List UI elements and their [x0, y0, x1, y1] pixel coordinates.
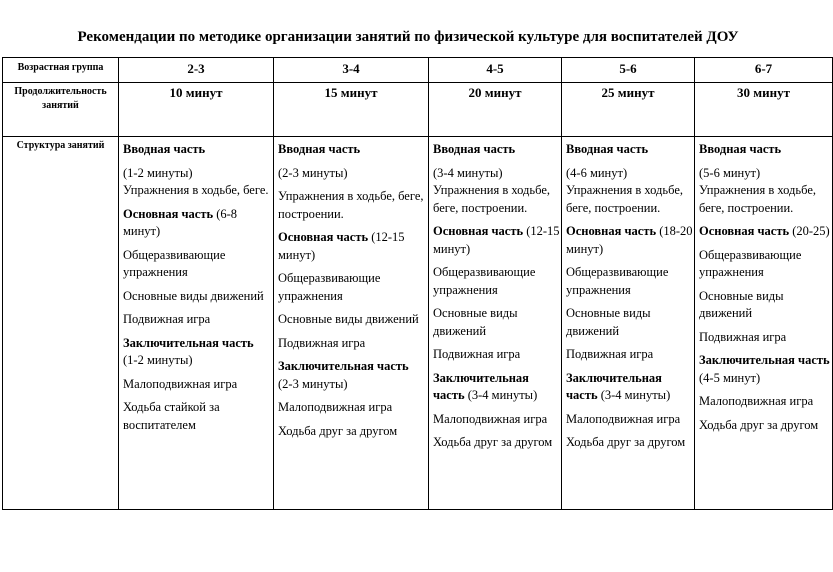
intro-time: (5-6 минут) [699, 165, 761, 180]
main-time: (12-15 минут) [433, 224, 560, 256]
main-time: (20-25) [789, 224, 830, 238]
final-item: Малоподвижная игра [123, 376, 238, 391]
page-title: Рекомендации по методике организации занятий по физической культуре для воспитателей ДОУ [77, 29, 739, 45]
main-time: (6-8 минут) [123, 206, 238, 238]
final-item: Ходьба друг за другом [566, 435, 686, 449]
duration-value: 10 минут [169, 85, 223, 100]
duration-label-cell [3, 83, 119, 137]
main-item: Основные виды движений [278, 312, 419, 326]
intro-time: (2-3 минуты) [278, 165, 348, 180]
age-cell [429, 58, 562, 83]
duration-cell [562, 83, 695, 137]
structure-label: Структура занятий [16, 140, 105, 151]
duration-value: 25 минут [601, 85, 655, 100]
duration-cell [695, 83, 833, 137]
duration-row [3, 83, 833, 137]
final-item: Малоподвижная игра [278, 400, 393, 414]
age-value: 3-4 [342, 61, 360, 76]
intro-title: Вводная часть [123, 142, 206, 156]
final-time: (3-4 минуты) [464, 388, 538, 402]
main-item: Подвижная игра [278, 335, 366, 350]
main-title: Основная часть [699, 224, 790, 238]
intro-title: Вводная часть [566, 142, 649, 156]
duration-value: 20 минут [468, 85, 522, 100]
main-item: Подвижная игра [566, 347, 654, 361]
final-time: (3-4 минуты) [597, 388, 671, 402]
final-title: Заключительная часть [123, 335, 254, 350]
main-item: Основные виды движений [566, 306, 651, 338]
main-item: Общеразвивающие упражнения [699, 247, 802, 279]
main-time: (18-20 минут) [566, 224, 693, 256]
intro-title: Вводная часть [278, 142, 361, 156]
final-time: (4-5 минут) [699, 370, 761, 385]
main-item: Подвижная игра [433, 347, 521, 361]
structure-cell [274, 137, 429, 510]
final-title: Заключительная часть [278, 359, 409, 373]
main-item: Общеразвивающие упражнения [566, 265, 669, 297]
duration-cell [429, 83, 562, 137]
age-group-label-cell [3, 58, 119, 83]
structure-cell [695, 137, 833, 510]
intro-text: Упражнения в ходьбе, беге, построении. [566, 183, 683, 215]
final-item: Ходьба друг за другом [699, 417, 819, 432]
main-item: Общеразвивающие упражнения [278, 271, 381, 303]
main-title: Основная часть [433, 224, 524, 238]
final-item: Ходьба друг за другом [278, 423, 398, 438]
intro-text: Упражнения в ходьбе, беге, построении. [699, 183, 816, 215]
duration-value: 30 минут [737, 85, 790, 100]
age-cell [562, 58, 695, 83]
main-time: (12-15 минут) [278, 230, 405, 262]
duration-cell [274, 83, 429, 137]
final-item: Малоподвижная игра [566, 411, 681, 426]
structure-cell [562, 137, 695, 510]
intro-time: (4-6 минут) [566, 165, 628, 180]
age-group-label: Возрастная группа [17, 62, 104, 73]
final-item: Ходьба друг за другом [433, 435, 553, 449]
final-time: (1-2 минуты) [123, 353, 193, 367]
intro-text: Упражнения в ходьбе, беге, построении. [278, 189, 424, 221]
main-item: Общеразвивающие упражнения [123, 247, 226, 279]
age-cell [119, 58, 274, 83]
structure-cell [119, 137, 274, 510]
structure-row [3, 137, 833, 510]
age-group-row [3, 58, 833, 83]
duration-label: Продолжительность занятий [14, 86, 107, 111]
age-cell [695, 58, 833, 83]
duration-cell [119, 83, 274, 137]
age-value: 2-3 [187, 61, 205, 76]
main-item: Основные виды движений [123, 288, 264, 303]
age-cell [274, 58, 429, 83]
main-item: Основные виды движений [433, 306, 518, 338]
age-value: 6-7 [754, 61, 773, 76]
final-time: (2-3 минуты) [278, 376, 348, 391]
final-item: Малоподвижная игра [699, 394, 814, 408]
intro-title: Вводная часть [433, 142, 516, 156]
duration-value: 15 минут [324, 85, 378, 100]
age-value: 4-5 [486, 61, 504, 76]
main-item: Основные виды движений [699, 288, 784, 320]
main-title: Основная часть [566, 224, 657, 238]
final-item: Малоподвижная игра [433, 411, 548, 426]
methodology-table [2, 57, 833, 510]
final-title: Заключительная часть [699, 353, 830, 367]
main-item: Общеразвивающие упражнения [433, 265, 536, 297]
intro-time: (1-2 минуты) [123, 165, 193, 180]
age-value: 5-6 [619, 61, 637, 76]
structure-label-cell [3, 137, 119, 510]
final-title: Заключительная часть [433, 370, 529, 402]
final-item: Ходьба стайкой за воспитателем [123, 400, 220, 432]
main-item: Подвижная игра [699, 329, 787, 344]
intro-time: (3-4 минуты) [433, 165, 503, 180]
intro-title: Вводная часть [699, 142, 782, 156]
final-title: Заключительная часть [566, 370, 662, 402]
main-title: Основная часть [123, 206, 214, 221]
structure-cell [429, 137, 562, 510]
intro-text: Упражнения в ходьбе, беге. [123, 183, 269, 197]
main-item: Подвижная игра [123, 312, 211, 326]
main-title: Основная часть [278, 230, 369, 244]
intro-text: Упражнения в ходьбе, беге, построении. [433, 183, 550, 215]
